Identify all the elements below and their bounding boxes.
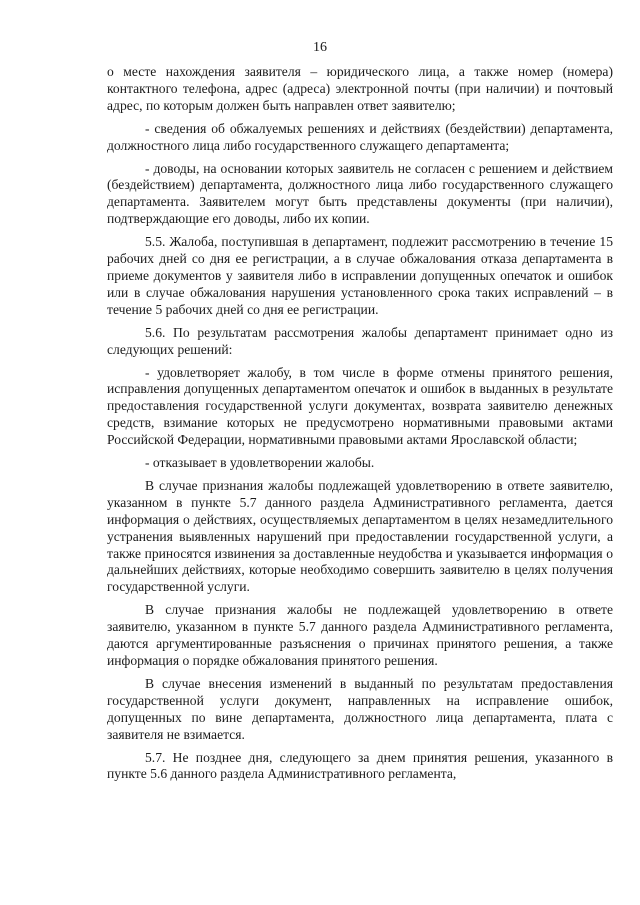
paragraph-complaint-not-satisfied: В случае признания жалобы не подлежащей удовлетворению в ответе заявителю, указанном в пункте 5.7 данного раздела Административного регламента, даются аргументированные разъяснения о причинах принятого решения, а также информация о порядке обжалования принятого решения. [107, 602, 613, 668]
paragraph-refuse-complaint: - отказывает в удовлетворении жалобы. [145, 455, 375, 471]
paragraph-appealed-decisions: - сведения об обжалуемых решениях и действиях (бездействии) департамента, должностного лица либо государственного служащего департамента; [107, 120, 613, 153]
paragraph-no-fee: В случае внесения изменений в выданный по результатам предоставления государственной услуги документ, направленных на исправление ошибок, допущенных по вине департамента, должностного лица департамента, плата с заявителя не взимается. [107, 675, 613, 742]
paragraph-arguments: - доводы, на основании которых заявитель не согласен с решением и действием (бездействием) департамента, должностного лица либо государственного служащего департамента. Заявителем могут быть представлены документы (при наличии), подтверждающие его доводы, либо их копии. [107, 160, 613, 227]
page-number: 16 [313, 40, 327, 55]
document-body [107, 64, 613, 783]
paragraph-5-6: 5.6. По результатам рассмотрения жалобы департамент принимает одно из следующих решений: [107, 324, 613, 357]
paragraph-satisfy-complaint: - удовлетворяет жалобу, в том числе в форме отмены принятого решения, исправления допущенных департаментом опечаток и ошибок в выданных в результате предоставления государственной услуги документах, возврата заявителю денежных средств, взимание которых не предусмотрено нормативными правовыми актами Российской Федерации, нормативными правовыми актами Ярославской области; [107, 364, 613, 448]
paragraph-complaint-satisfied: В случае признания жалобы подлежащей удовлетворению в ответе заявителю, указанном в пункте 5.7 данного раздела Административного регламента, дается информация о действиях, осуществляемых департаментом в целях незамедлительного устранения выявленных нарушений при предоставлении государственной услуги, а также приносятся извинения за доставленные неудобства и указывается информация о дальнейших действиях, которые необходимо совершить заявителю в целях получения государственной услуги. [107, 477, 613, 595]
paragraph-5-5: 5.5. Жалоба, поступившая в департамент, подлежит рассмотрению в течение 15 рабочих дней со дня ее регистрации, а в случае обжалования отказа департамента в приеме документов у заявителя либо в исправлении допущенных опечаток и ошибок или в случае обжалования нарушения установленного срока таких исправлений – в течение 5 рабочих дней со дня ее регистрации. [107, 234, 613, 317]
paragraph-contact-info: о месте нахождения заявителя – юридического лица, а также номер (номера) контактного телефона, адрес (адреса) электронной почты (при наличии) и почтовый адрес, по которым должен быть направлен ответ заявителю; [107, 64, 613, 113]
paragraph-5-7: 5.7. Не позднее дня, следующего за днем принятия решения, указанного в пункте 5.6 данного раздела Административного регламента, [107, 749, 613, 782]
